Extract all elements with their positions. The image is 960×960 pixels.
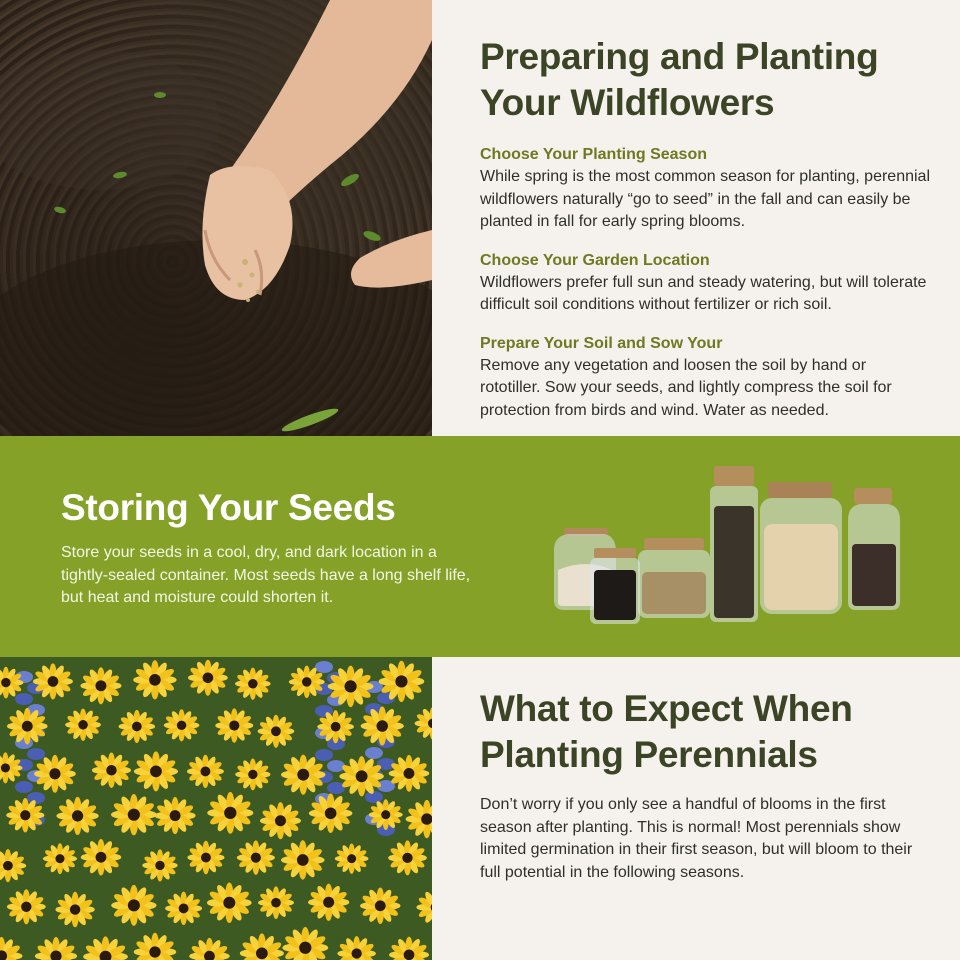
jar-grain <box>638 538 710 618</box>
jar-mixed-seeds <box>848 488 900 610</box>
jar-tall-seeds <box>710 466 758 622</box>
planting-text <box>480 34 930 422</box>
garden-location-block <box>480 250 930 317</box>
jar-black-seeds <box>590 548 640 624</box>
black-eyed-susan-photo <box>0 657 432 960</box>
storing-text <box>61 486 471 610</box>
storing-paragraph: Store your seeds in a cool, dry, and dark location in a tightly-sealed container. Most seeds have a long shelf life, but heat and moisture could shorten it. <box>61 544 471 606</box>
expectations-paragraph: Don’t worry if you only see a handful of blooms in the first season after planting. This is normal! Most perennials show limited germination in their first season, but will bloom to their full potential in the following seasons. <box>480 796 913 881</box>
prepare-soil-block <box>480 333 930 423</box>
garden-location-heading: Choose Your Garden Location <box>480 251 710 269</box>
hands-sowing-illustration <box>0 0 432 436</box>
prepare-soil-text: Remove any vegetation and loosen the soil by hand or rototiller. Sow your seeds, and lightly compress the soil for protection from birds and wind. Water as needed. <box>480 356 892 419</box>
planting-season-heading: Choose Your Planting Season <box>480 146 707 163</box>
garden-location-text: Wildflowers prefer full sun and steady watering, but will tolerate difficult soil conditions without fertilizer or rich soil. <box>480 273 927 313</box>
storing-title: Storing Your Seeds <box>61 487 396 528</box>
seed-jars-photo <box>548 460 910 630</box>
soil-planting-photo <box>0 0 432 436</box>
planting-title: Preparing and Planting Your Wildflowers <box>480 36 879 123</box>
planting-season-block <box>480 144 930 234</box>
prepare-soil-heading: Prepare Your Soil and Sow Your <box>480 334 723 352</box>
jar-pumpkin-seeds <box>760 482 842 614</box>
expectations-text <box>480 686 930 884</box>
expectations-title: What to Expect When Planting Perennials <box>480 688 853 775</box>
planting-season-text: While spring is the most common season for planting, perennial wildflowers naturally “go to seed” in the fall and can easily be planted in fall for early spring blooms. <box>480 168 930 230</box>
flower-field-illustration <box>0 657 432 960</box>
